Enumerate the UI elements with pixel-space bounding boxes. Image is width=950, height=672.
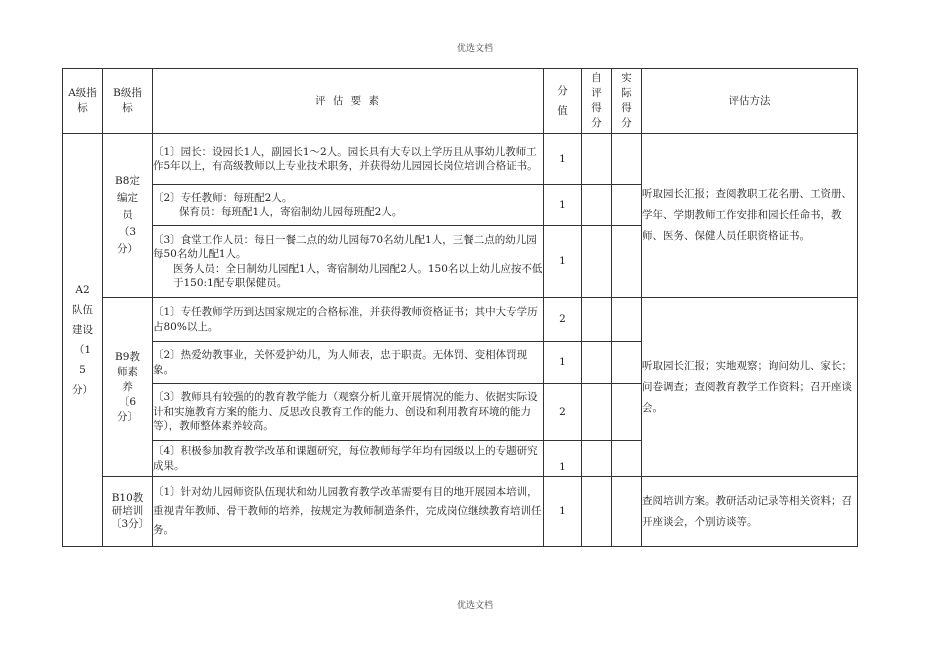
requirement-cell: 〔1〕专任教师学历到达国家规定的合格标准，并获得教师资格证书；其中大专学历占80%以上。 [153, 298, 544, 342]
requirement-text: 〔2〕专任教师：每班配2人。 [153, 191, 293, 204]
actual-score-cell[interactable] [612, 298, 642, 342]
b10-indicator: B10教研培训〔3分〕 [103, 477, 153, 547]
actual-score-cell[interactable] [612, 185, 642, 226]
requirement-text: 医务人员：全日制幼儿园配1人，寄宿制幼儿园配2人。150名以上幼儿应按不低于150:1配专职保健员。 [173, 262, 543, 289]
requirement-cell: 〔2〕热爱幼教事业，关怀爱护幼儿，为人师表，忠于职责。无体罚、变相体罚现象。 [153, 342, 544, 384]
score-value: 2 [544, 298, 582, 342]
requirement-cell [153, 226, 544, 298]
page-header: 优选文档 [456, 44, 493, 54]
score-value: 1 [544, 441, 582, 477]
header-requirements: 评 估 要 素 [153, 69, 544, 134]
self-score-cell[interactable] [582, 477, 612, 547]
header-method: 评估方法 [642, 69, 858, 134]
actual-score-cell[interactable] [612, 477, 642, 547]
self-score-cell[interactable] [582, 226, 612, 298]
a2-indicator: A2队伍建设（15分） [63, 134, 103, 547]
b10-method: 查阅培训方案。教研活动记录等相关资料；召开座谈会，个别访谈等。 [642, 477, 858, 547]
b8-indicator: B8定编定员（3分） [103, 134, 153, 298]
self-score-cell[interactable] [582, 134, 612, 185]
header-self-score: 自评得分 [582, 69, 612, 134]
requirement-text: 〔1〕园长：设园长1人，副园长1～2人。园长具有大专以上学历且从事幼儿教师工作5年以上，有高级教师以上专业技术职务，并获得幼儿园园长岗位培训合格证书。 [153, 145, 538, 172]
requirement-cell: 〔4〕积极参加教育教学改革和课题研究，每位教师每学年均有园级以上的专题研究成果。 [153, 441, 544, 477]
actual-score-cell[interactable] [612, 384, 642, 441]
header-a-level: A级指标 [63, 69, 103, 134]
evaluation-table [62, 68, 858, 547]
self-score-cell[interactable] [582, 441, 612, 477]
score-value: 2 [544, 384, 582, 441]
header-actual-score: 实际得分 [612, 69, 642, 134]
table-row [63, 477, 858, 547]
table-row [63, 298, 858, 342]
requirement-text: 〔3〕食堂工作人员：每日一餐二点的幼儿园每70名幼儿配1人，三餐二点的幼儿园每50名幼儿配1人。 [153, 233, 537, 260]
actual-score-cell[interactable] [612, 342, 642, 384]
requirement-cell: 〔1〕针对幼儿园师资队伍现状和幼儿园教育教学改革需要有目的地开展园本培训，重视青年教师、骨干教师的培养，按规定为教师制造条件，完成岗位继续教育培训任务。 [153, 477, 544, 547]
score-value: 1 [544, 226, 582, 298]
score-value: 1 [544, 477, 582, 547]
self-score-cell[interactable] [582, 298, 612, 342]
self-score-cell[interactable] [582, 342, 612, 384]
table-row [63, 134, 858, 185]
requirement-cell: 〔3〕教师具有较强的的教育教学能力（观察分析儿童开展情况的能力、依据实际设计和实施教育方案的能力、反思改良教育工作的能力、创设和利用教育环境的能力等），教师整体素养较高。 [153, 384, 544, 441]
page-footer: 优选文档 [456, 601, 493, 611]
b9-indicator: B9教师素养〔6分〕 [103, 298, 153, 477]
header-score: 分值 [544, 69, 582, 134]
b9-method: 听取园长汇报；实地观察；询问幼儿、家长；问卷调查；查阅教育教学工作资料；召开座谈会。 [642, 298, 858, 477]
score-value: 1 [544, 342, 582, 384]
self-score-cell[interactable] [582, 185, 612, 226]
requirement-text: 保育员：每班配1人，寄宿制幼儿园每班配2人。 [179, 206, 403, 218]
actual-score-cell[interactable] [612, 441, 642, 477]
actual-score-cell[interactable] [612, 226, 642, 298]
score-value: 1 [544, 185, 582, 226]
table-header-row [63, 69, 858, 134]
header-b-level: B级指标 [103, 69, 153, 134]
requirement-cell [153, 185, 544, 226]
b8-method: 听取园长汇报；查阅教职工花名册、工资册、学年、学期教师工作安排和园长任命书，教师、医务、保健人员任职资格证书。 [642, 134, 858, 298]
self-score-cell[interactable] [582, 384, 612, 441]
score-value: 1 [544, 134, 582, 185]
requirement-cell [153, 134, 544, 185]
actual-score-cell[interactable] [612, 134, 642, 185]
